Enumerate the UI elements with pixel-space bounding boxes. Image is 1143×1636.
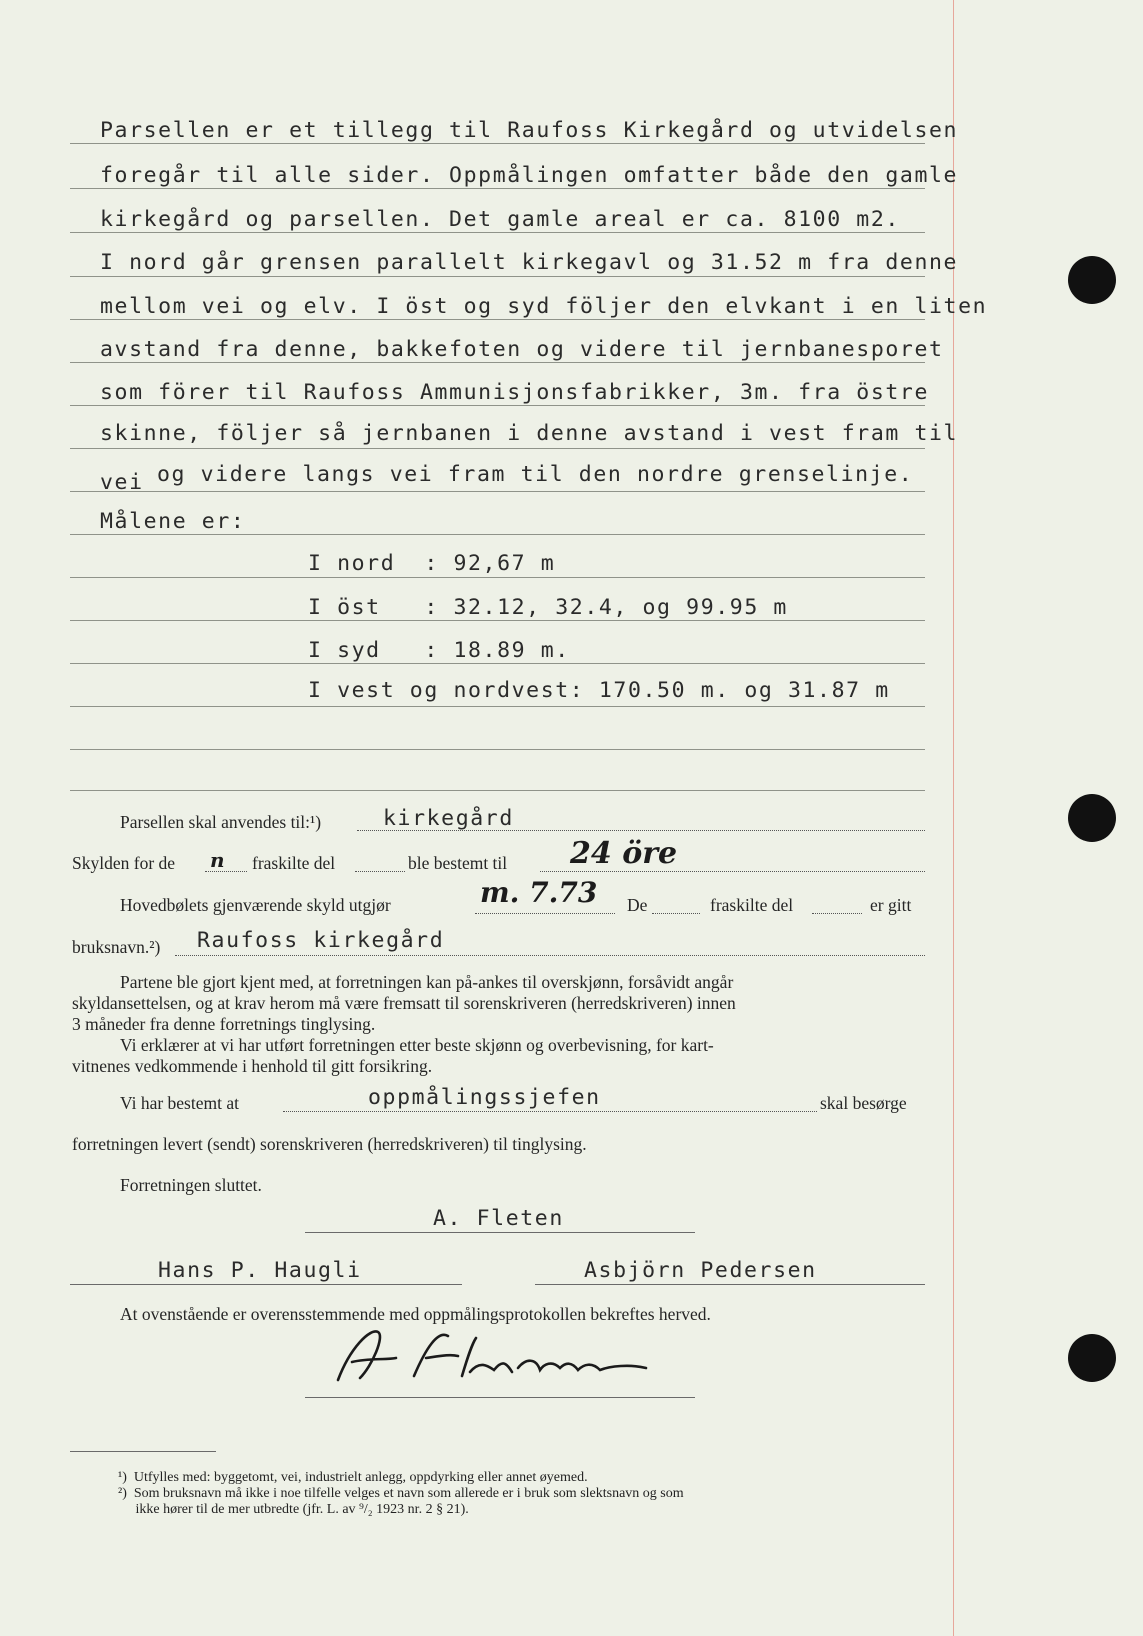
dotted-line — [283, 1111, 817, 1112]
signature-line — [70, 1284, 462, 1285]
ruled-line — [70, 534, 925, 535]
hoved-value: m. 7.73 — [480, 876, 598, 909]
typed-signature: Asbjörn Pedersen — [584, 1258, 817, 1283]
footnote-separator — [70, 1451, 216, 1452]
typed-line: som förer til Raufoss Ammunisjonsfabrikker, 3m. fra östre — [100, 380, 930, 405]
typed-line: foregår til alle sider. Oppmålingen omfatter både den gamle — [100, 163, 959, 188]
punch-hole — [1068, 794, 1116, 842]
dotted-line — [475, 913, 615, 914]
footnote: ²) Som bruksnavn må ikke i noe tilfelle velges et navn som allerede er i bruk som slektsnavn og som — [118, 1486, 684, 1501]
typed-line: Parsellen er et tillegg til Raufoss Kirkegård og utvidelsen — [100, 118, 959, 143]
typed-line: avstand fra denne, bakkefoten og videre til jernbanesporet — [100, 337, 944, 362]
paragraph-line: Vi erklærer at vi har utført forretningen etter beste skjønn og overbevisning, for kart- — [120, 1035, 714, 1055]
paragraph-line: Partene ble gjort kjent med, at forretningen kan på-ankes til overskjønn, forsåvidt angår — [120, 972, 734, 992]
typed-line: og videre langs vei fram til den nordre grenselinje. — [157, 462, 914, 487]
ruled-line — [70, 620, 925, 621]
levert-line: forretningen levert (sendt) sorenskriveren (herredskriveren) til tinglysing. — [72, 1134, 587, 1154]
use-value: kirkegård — [383, 806, 514, 831]
measurement-line: I öst : 32.12, 32.4, og 99.95 m — [308, 595, 788, 620]
ruled-line — [70, 362, 925, 363]
handwritten-signature — [330, 1318, 690, 1398]
hoved-label: Hovedbølets gjenværende skyld utgjør — [120, 895, 391, 915]
hoved-gitt: er gitt — [870, 895, 912, 915]
paragraph-line: 3 måneder fra denne forretnings tinglysing. — [72, 1014, 376, 1034]
skyld-mid: fraskilte del — [252, 853, 336, 873]
typed-line: kirkegård og parsellen. Det gamle areal er ca. 8100 m2. — [100, 207, 900, 232]
dotted-line — [652, 913, 700, 914]
ruled-line — [70, 276, 925, 277]
ruled-line — [70, 405, 925, 406]
bestemt-end: skal besørge — [820, 1093, 907, 1113]
measurement-line: I nord : 92,67 m — [308, 551, 556, 576]
punch-hole — [1068, 1334, 1116, 1382]
typed-line: skinne, följer så jernbanen i denne avstand i vest fram til — [100, 421, 959, 446]
bestemt-value: oppmålingssjefen — [368, 1085, 601, 1110]
ruled-line — [70, 491, 925, 492]
attest-line: At ovenstående er overensstemmende med oppmålingsprotokollen bekreftes herved. — [120, 1304, 711, 1324]
skyld-n: n — [210, 848, 225, 872]
typed-line: vei — [100, 470, 144, 495]
ruled-line — [70, 790, 925, 791]
bruksnavn-label: bruksnavn.²) — [72, 937, 161, 957]
measurement-line: I vest og nordvest: 170.50 m. og 31.87 m — [308, 678, 890, 703]
margin-line — [953, 0, 954, 1636]
typed-line: I nord går grensen parallelt kirkegavl og 31.52 m fra denne — [100, 250, 959, 275]
hoved-fraskilte: fraskilte del — [710, 895, 794, 915]
measurement-line: I syd : 18.89 m. — [308, 638, 570, 663]
hoved-de: De — [627, 895, 648, 915]
skyld-value: 24 öre — [570, 836, 678, 871]
skyld-label: Skylden for de — [72, 853, 176, 873]
ruled-line — [70, 188, 925, 189]
punch-hole — [1068, 256, 1116, 304]
skyld-bestemt: ble bestemt til — [408, 853, 508, 873]
signature-line — [305, 1232, 695, 1233]
typed-signature: A. Fleten — [433, 1206, 564, 1231]
typed-line: Målene er: — [100, 509, 246, 534]
paragraph-line: skyldansettelsen, og at krav herom må være fremsatt til sorenskriveren (herredskriveren) innen — [72, 993, 736, 1013]
ruled-line — [70, 577, 925, 578]
bestemt-label: Vi har bestemt at — [120, 1093, 239, 1113]
ruled-line — [70, 706, 925, 707]
footnote: ¹) Utfylles med: byggetomt, vei, industrielt anlegg, oppdyrking eller annet øyemed. — [118, 1470, 588, 1485]
signature-line — [535, 1284, 925, 1285]
ruled-line — [70, 232, 925, 233]
footnote: ikke hører til de mer utbredte (jfr. L. av ⁹/₂ 1923 nr. 2 § 21). — [118, 1502, 469, 1517]
signature-line — [305, 1397, 695, 1398]
use-label: Parsellen skal anvendes til:¹) — [120, 812, 322, 832]
ruled-line — [70, 448, 925, 449]
ruled-line — [70, 749, 925, 750]
ruled-line — [70, 319, 925, 320]
typed-line: mellom vei og elv. I öst og syd följer den elvkant i en liten — [100, 294, 988, 319]
sluttet-line: Forretningen sluttet. — [120, 1175, 262, 1195]
dotted-line — [175, 955, 925, 956]
ruled-line — [70, 143, 925, 144]
dotted-line — [355, 871, 405, 872]
paragraph-line: vitnenes vedkommende i henhold til gitt forsikring. — [72, 1056, 433, 1076]
bruksnavn-value: Raufoss kirkegård — [197, 928, 445, 953]
typed-signature: Hans P. Haugli — [158, 1258, 362, 1283]
dotted-line — [540, 871, 925, 872]
ruled-line — [70, 663, 925, 664]
dotted-line — [812, 913, 862, 914]
